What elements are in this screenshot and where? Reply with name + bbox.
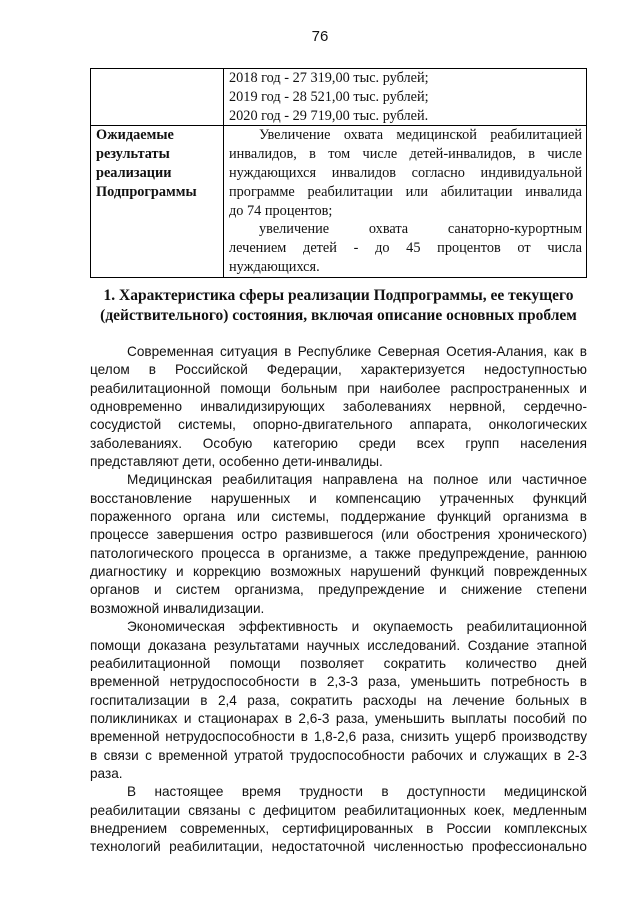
paragraph-line: пораженного органа или системы, поддержание функций организма в	[90, 509, 587, 525]
expected-results-label: Ожидаемые результаты реализации Подпрограммы	[91, 126, 224, 277]
paragraph-line: патологического процесса в организме, а также предупреждение, раннюю	[90, 545, 587, 561]
paragraph-line: реабилитации связаны с дефицитом реабилитационных коек, медленным	[90, 802, 587, 818]
paragraph-line: Современная ситуация в Республике Северная Осетия-Алания, как в	[127, 344, 587, 359]
funding-cell	[224, 69, 587, 126]
paragraph-line: временной нетрудоспособности в 1,8-2,6 раза, снизить ущерб производству	[90, 729, 587, 745]
paragraph-line: представляют дети, особенно дети-инвалиды.	[90, 454, 383, 470]
paragraph-1	[90, 343, 587, 471]
program-passport-table	[90, 68, 587, 278]
funding-row	[91, 69, 587, 126]
paragraph-line: целом в Российской Федерации, характеризуется недоступностью	[90, 362, 587, 378]
funding-line: 2018 год - 27 319,00 тыс. рублей;	[229, 70, 429, 86]
funding-line: 2019 год - 28 521,00 тыс. рублей;	[229, 88, 429, 105]
funding-label-cell	[91, 69, 224, 126]
paragraph-line: реабилитационной помощи позволяет сократить количество дней	[90, 655, 587, 671]
paragraph-line: В настоящее время трудности в доступности медицинской	[127, 784, 587, 800]
expected-results-row	[91, 126, 587, 277]
paragraph-line: Медицинская реабилитация направлена на полное или частичное	[127, 472, 587, 488]
paragraph-2	[90, 471, 587, 618]
paragraph-line: Экономическая эффективность и окупаемость реабилитационной	[127, 619, 587, 635]
expected-results-text: Увеличение охвата медицинской реабилитацией инвалидов, в том числе детей-инвалидов, в числе нуждающихся инвалидов согласно индивидуальной программе реабилитации или абилитации инвалида до 74 процентов; увеличение охвата санаторно-курортным лечением детей - до 45 процентов от числа нуждающихся.	[224, 126, 587, 277]
paragraph-line: помощи доказана результатами научных исследований. Создание этапной	[90, 637, 587, 653]
paragraph-line: поликлиниках и стационарах в 2,6-3 раза, уменьшить выплаты пособий по	[90, 710, 587, 726]
body-text	[90, 343, 587, 857]
paragraph-line: процессе завершения остро развившегося (или обострения хронического)	[90, 527, 587, 543]
section-heading	[90, 286, 587, 326]
paragraph-line: органов и систем организма, предупреждение и снижение степени	[90, 582, 587, 598]
paragraph-line: госпитализации в 2,4 раза, сократить расходы на лечение больных в	[90, 692, 587, 708]
paragraph-line: временной нетрудоспособности в 2,3-3 раза, уменьшить потребность в	[90, 674, 587, 690]
paragraph-line: внедрением современных, сертифицированных в России комплексных	[90, 820, 587, 836]
paragraph-line: раза.	[90, 765, 123, 781]
paragraph-4	[90, 783, 587, 856]
page-number: 76	[311, 28, 329, 45]
paragraph-line: одновременно инвалидизирующих заболеваниях нервной, сердечно-	[90, 399, 587, 415]
paragraph-line: возможной инвалидизации.	[90, 600, 265, 616]
paragraph-line: технологий реабилитации, недостаточной численностью профессионально	[90, 839, 587, 855]
funding-line: 2020 год - 29 719,00 тыс. рублей.	[229, 107, 429, 124]
paragraph-line: в связи с временной утратой трудоспособности рабочих и служащих в 2-3	[90, 747, 587, 763]
section-heading-line: 1. Характеристика сферы реализации Подпрограммы, ее текущего	[103, 287, 574, 304]
paragraph-line: сосудистой системы, опорно-двигательного аппарата, онкологических	[90, 417, 587, 433]
paragraph-line: восстановление нарушенных и компенсацию утраченных функций	[90, 490, 587, 506]
paragraph-3	[90, 618, 587, 783]
paragraph-line: реабилитационной помощи больным при наиболее распространенных и	[90, 380, 587, 396]
paragraph-line: диагностику и коррекцию возможных нарушений функций поврежденных	[90, 564, 587, 580]
paragraph-line: заболеваниях. Особую категорию среди всех групп населения	[90, 435, 587, 451]
section-heading-line: (действительного) состояния, включая описание основных проблем	[100, 307, 577, 324]
